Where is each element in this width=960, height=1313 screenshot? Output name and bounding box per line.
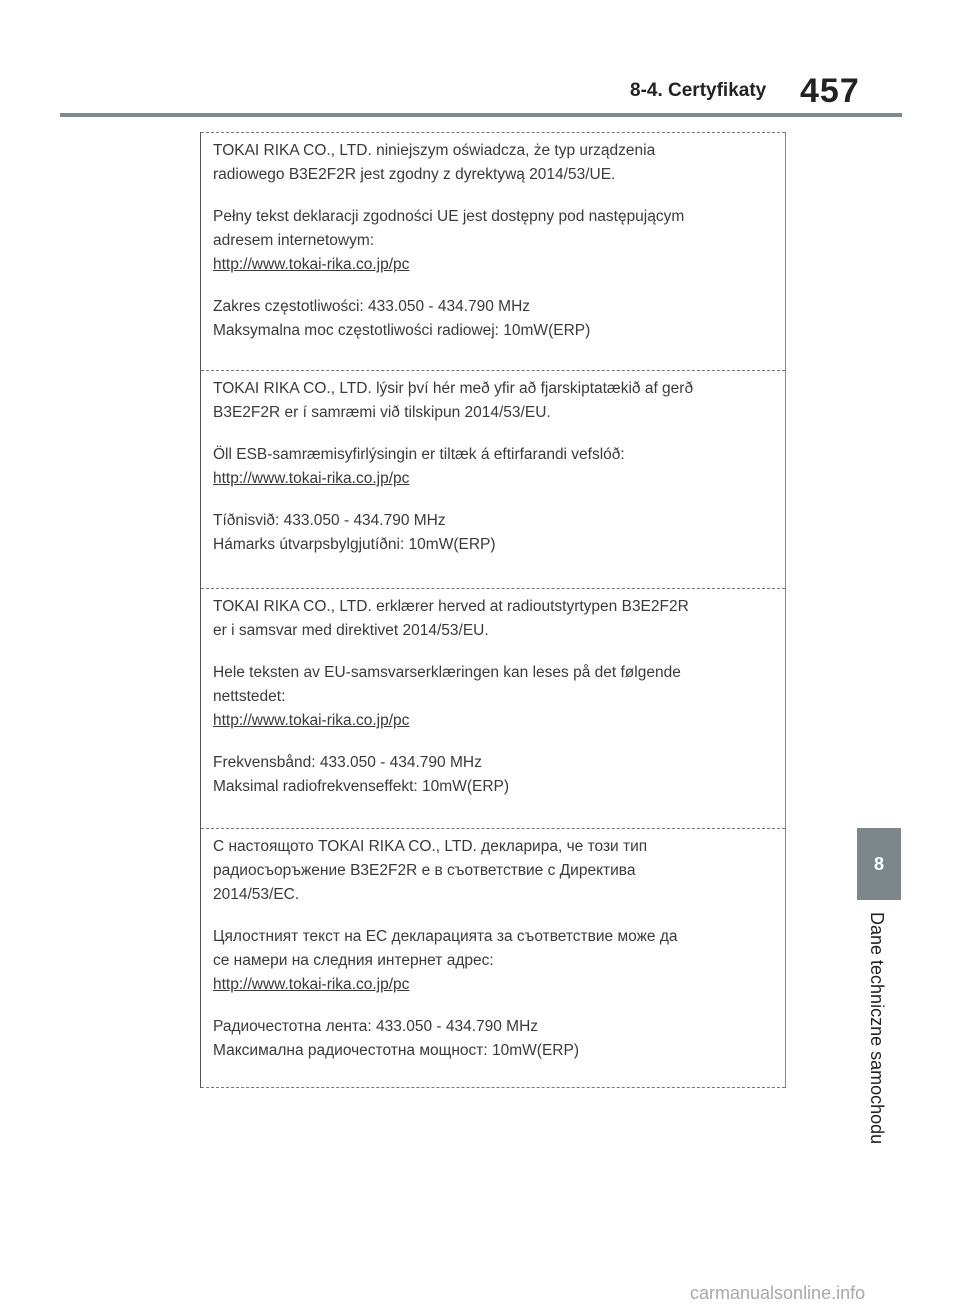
frequency-range: Zakres częstotliwości: 433.050 - 434.790 MHz bbox=[213, 298, 531, 315]
fulltext-line: се намери на следния интернет адрес: bbox=[213, 952, 494, 969]
max-power: Максимална радиочестотна мощност: 10mW(ERP) bbox=[213, 1042, 579, 1059]
chapter-tab[interactable] bbox=[857, 828, 901, 900]
declaration-line: TOKAI RIKA CO., LTD. niniejszym oświadcza, że typ urządzenia bbox=[213, 142, 656, 159]
certificate-section-icelandic bbox=[201, 370, 785, 588]
section-title: 8-4. Certyfikaty bbox=[630, 80, 767, 101]
declaration-link[interactable]: http://www.tokai-rika.co.jp/pc bbox=[213, 470, 410, 487]
declaration-line: TOKAI RIKA CO., LTD. erklærer herved at radioutstyrtypen B3E2F2R bbox=[213, 598, 689, 615]
declaration-link[interactable]: http://www.tokai-rika.co.jp/pc bbox=[213, 976, 410, 993]
fulltext-line: Pełny tekst deklaracji zgodności UE jest dostępny pod następującym bbox=[213, 208, 685, 225]
declaration-line: 2014/53/ЕС. bbox=[213, 886, 300, 903]
chapter-label: Dane techniczne samochodu bbox=[867, 912, 887, 1145]
frequency-range: Tíðnisvið: 433.050 - 434.790 MHz bbox=[213, 512, 446, 529]
max-power: Hámarks útvarpsbylgjutíðni: 10mW(ERP) bbox=[213, 536, 496, 553]
declaration-line: radiowego B3E2F2R jest zgodny z dyrektywą 2014/53/UE. bbox=[213, 166, 616, 183]
frequency-range: Frekvensbånd: 433.050 - 434.790 MHz bbox=[213, 754, 482, 771]
declaration-line: B3E2F2R er í samræmi við tilskipun 2014/53/EU. bbox=[213, 404, 551, 421]
declaration-line: er i samsvar med direktivet 2014/53/EU. bbox=[213, 622, 489, 639]
fulltext-line: Öll ESB-samræmisyfirlýsingin er tiltæk á eftirfarandi vefslóð: bbox=[213, 446, 625, 463]
header-divider bbox=[60, 113, 902, 117]
declaration-line: TOKAI RIKA CO., LTD. lýsir því hér með yfir að fjarskiptatækið af gerð bbox=[213, 380, 694, 397]
frequency-range: Радиочестотна лента: 433.050 - 434.790 MHz bbox=[213, 1018, 539, 1035]
page-number: 457 bbox=[800, 72, 860, 110]
chapter-number: 8 bbox=[873, 853, 884, 874]
declaration-line: радиосъоръжение B3E2F2R е в съответствие с Директива bbox=[213, 862, 636, 879]
declaration-line: С настоящото TOKAI RIKA CO., LTD. декларира, че този тип bbox=[213, 838, 648, 855]
declaration-link[interactable]: http://www.tokai-rika.co.jp/pc bbox=[213, 256, 410, 273]
fulltext-line: nettstedet: bbox=[213, 688, 286, 705]
certificate-section-polish bbox=[201, 132, 785, 370]
certificate-section-bulgarian bbox=[201, 828, 785, 1088]
fulltext-line: adresem internetowym: bbox=[213, 232, 375, 249]
certificate-box bbox=[200, 132, 786, 1088]
certificate-section-norwegian bbox=[201, 588, 785, 828]
max-power: Maksymalna moc częstotliwości radiowej: 10mW(ERP) bbox=[213, 322, 591, 339]
watermark: carmanualsonline.info bbox=[690, 1283, 866, 1303]
fulltext-line: Hele teksten av EU-samsvarserklæringen kan leses på det følgende bbox=[213, 664, 681, 681]
max-power: Maksimal radiofrekvenseffekt: 10mW(ERP) bbox=[213, 778, 510, 795]
fulltext-line: Цялостният текст на ЕС декларацията за съответствие може да bbox=[213, 928, 678, 945]
declaration-link[interactable]: http://www.tokai-rika.co.jp/pc bbox=[213, 712, 410, 729]
